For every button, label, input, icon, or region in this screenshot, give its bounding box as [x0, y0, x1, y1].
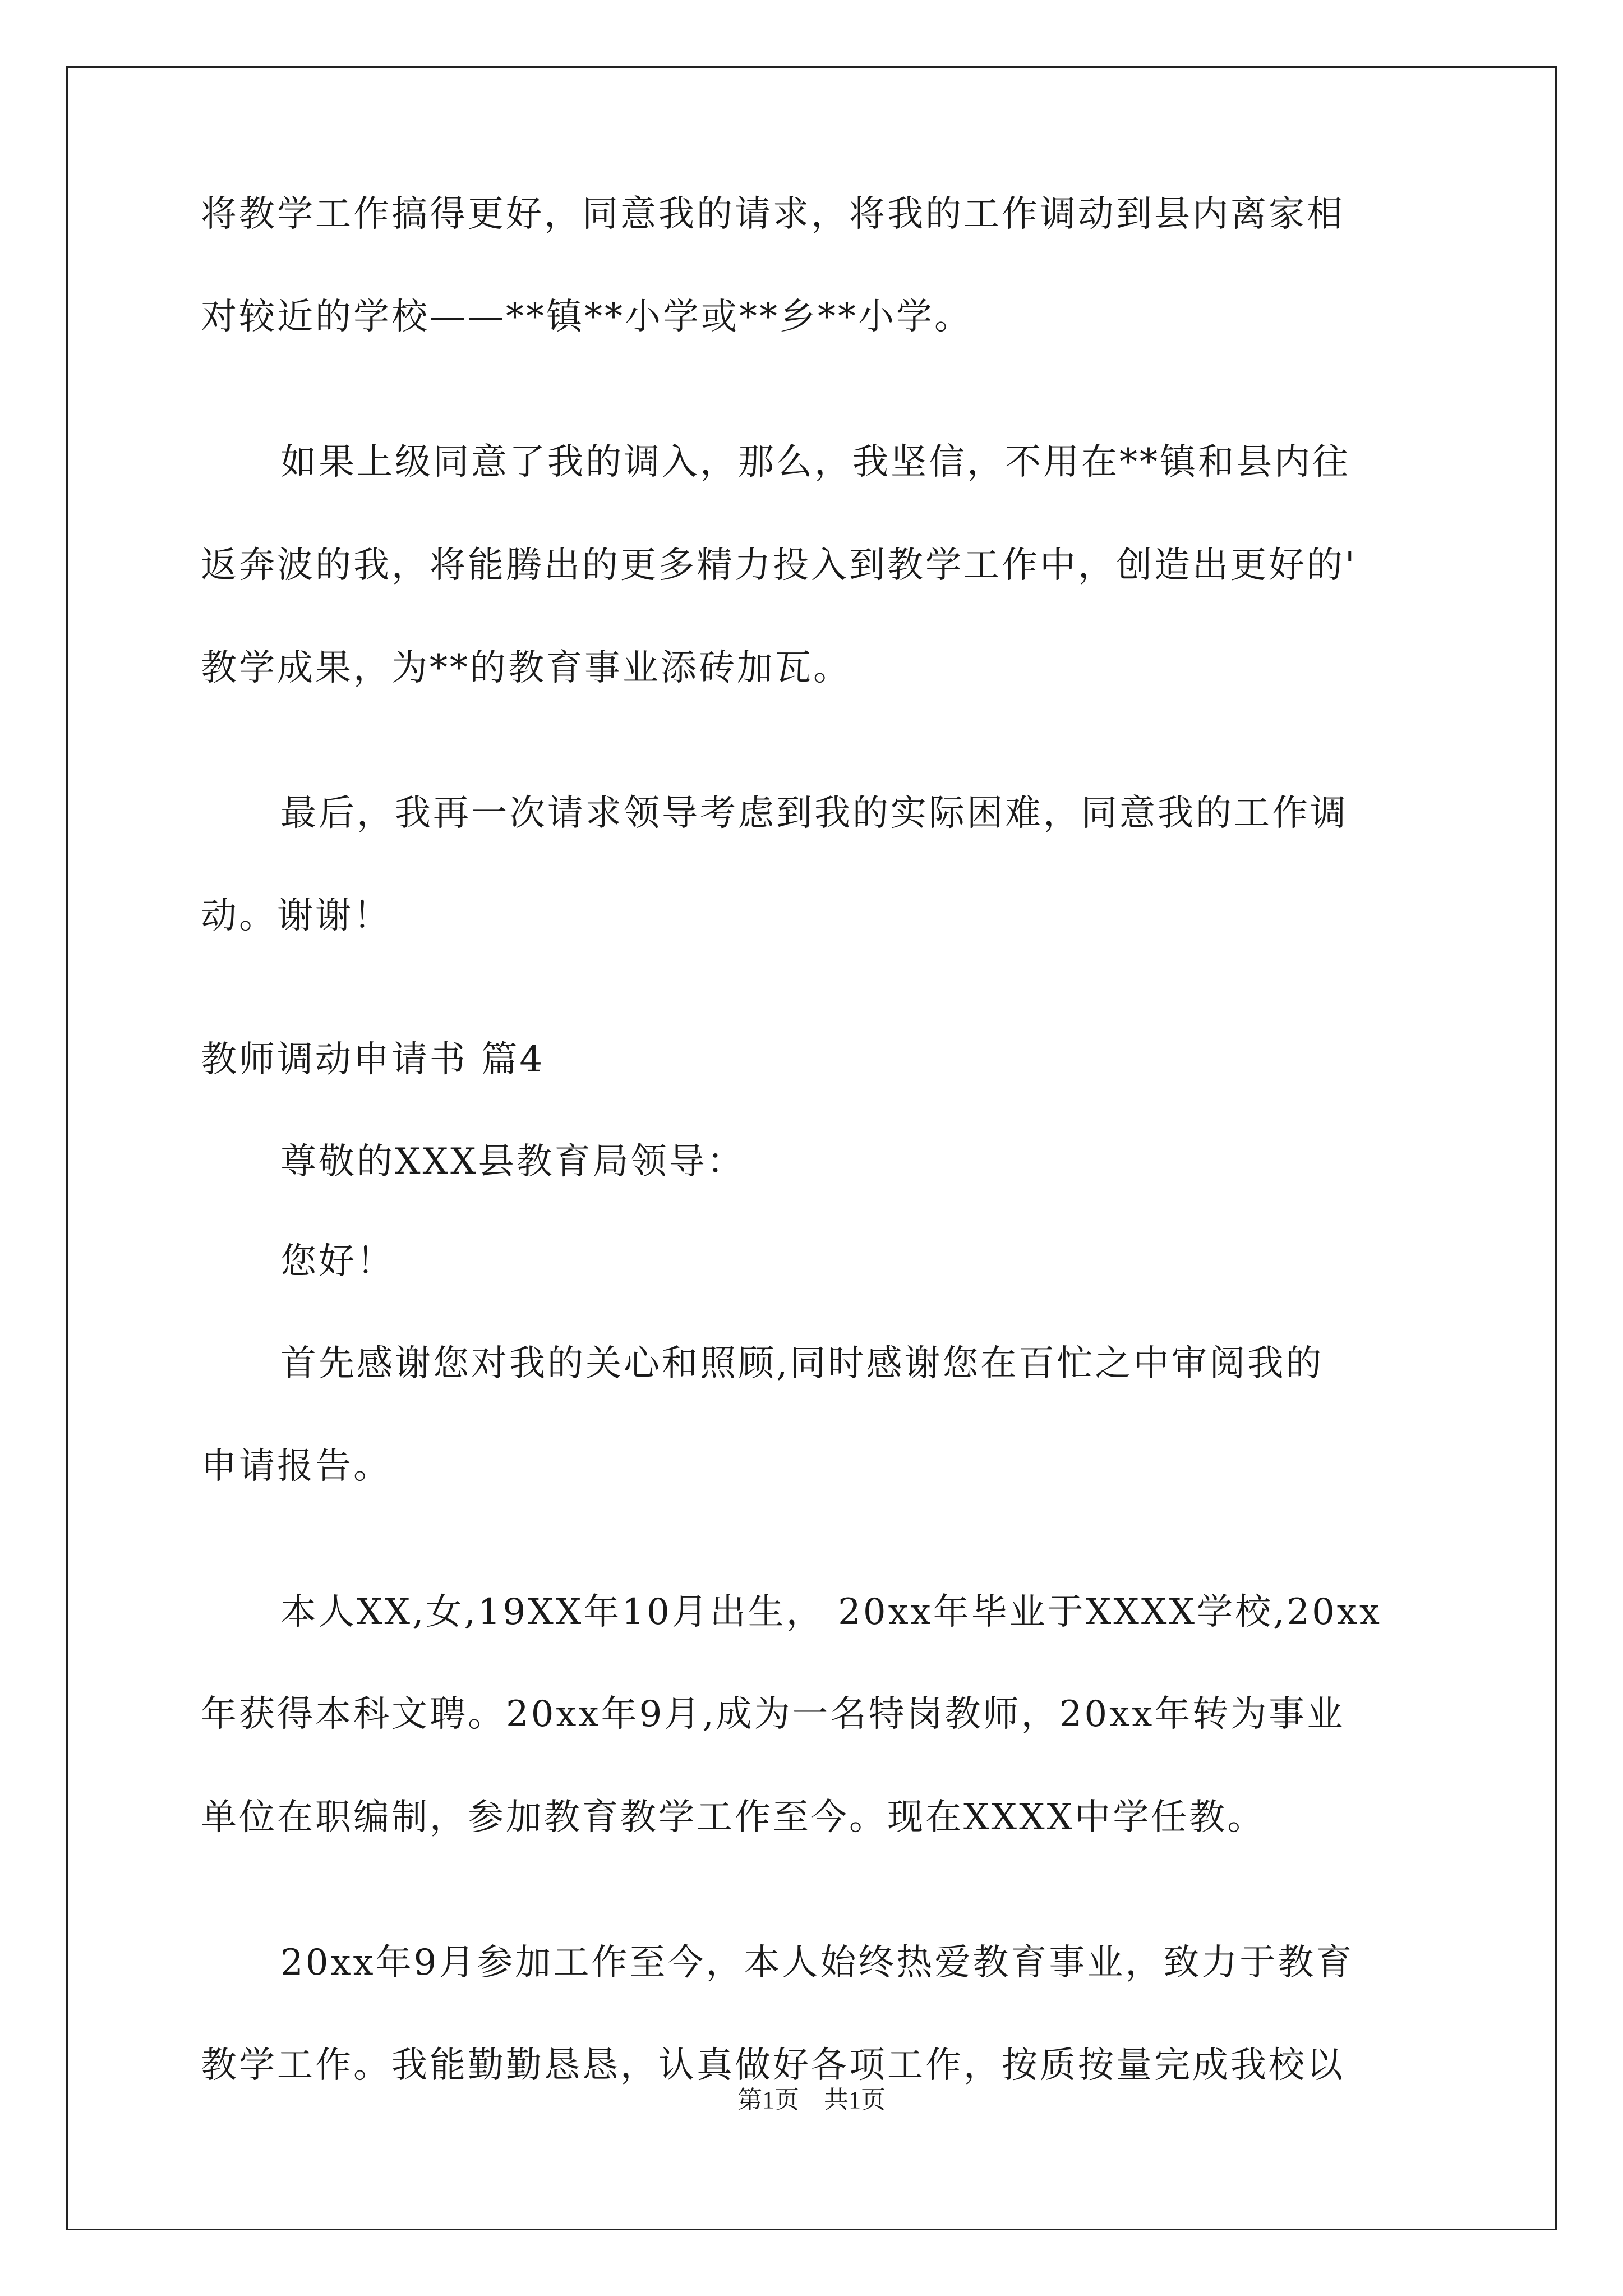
salutation: 尊敬的XXX县教育局领导：	[280, 1141, 745, 1182]
paragraph-line: 最后，我再一次请求领导考虑到我的实际困难，同意我的工作调	[280, 793, 1348, 834]
paragraph-line: 教学成果，为**的教育事业添砖加瓦。	[201, 647, 851, 689]
paragraph-line: 如果上级同意了我的调入，那么，我坚信，不用在**镇和县内往	[280, 441, 1350, 483]
paragraph-line: 20xx年9月参加工作至今，本人始终热爱教育事业，致力于教育	[280, 1942, 1354, 1984]
page-footer	[0, 2088, 1623, 2113]
paragraph-line: 动。谢谢！	[201, 895, 391, 937]
paragraph-line: 教学工作。我能勤勤恳恳，认真做好各项工作，按质按量完成我校以	[201, 2045, 1345, 2086]
section-heading: 教师调动申请书 篇4	[201, 1039, 545, 1080]
paragraph-line: 本人XX,女,19XX年10月出生， 20xx年毕业于XXXX学校,20xx	[280, 1591, 1382, 1633]
paragraph-line: 返奔波的我，将能腾出的更多精力投入到教学工作中，创造出更好的'	[201, 545, 1357, 586]
paragraph-line: 年获得本科文聘。20xx年9月,成为一名特岗教师，20xx年转为事业	[201, 1694, 1345, 1735]
page-number: 第1页	[737, 2086, 799, 2114]
page-total: 共1页	[824, 2086, 886, 2114]
paragraph-line: 申请报告。	[201, 1446, 391, 1487]
greeting: 您好！	[280, 1241, 395, 1282]
paragraph-line: 首先感谢您对我的关心和照顾,同时感谢您在百忙之中审阅我的	[280, 1343, 1324, 1384]
paragraph-line: 将教学工作搞得更好，同意我的请求，将我的工作调动到县内离家相	[201, 194, 1345, 235]
paragraph-line: 对较近的学校——**镇**小学或**乡**小学。	[201, 296, 972, 338]
paragraph-line: 单位在职编制，参加教育教学工作至今。现在XXXX中学任教。	[201, 1797, 1266, 1838]
